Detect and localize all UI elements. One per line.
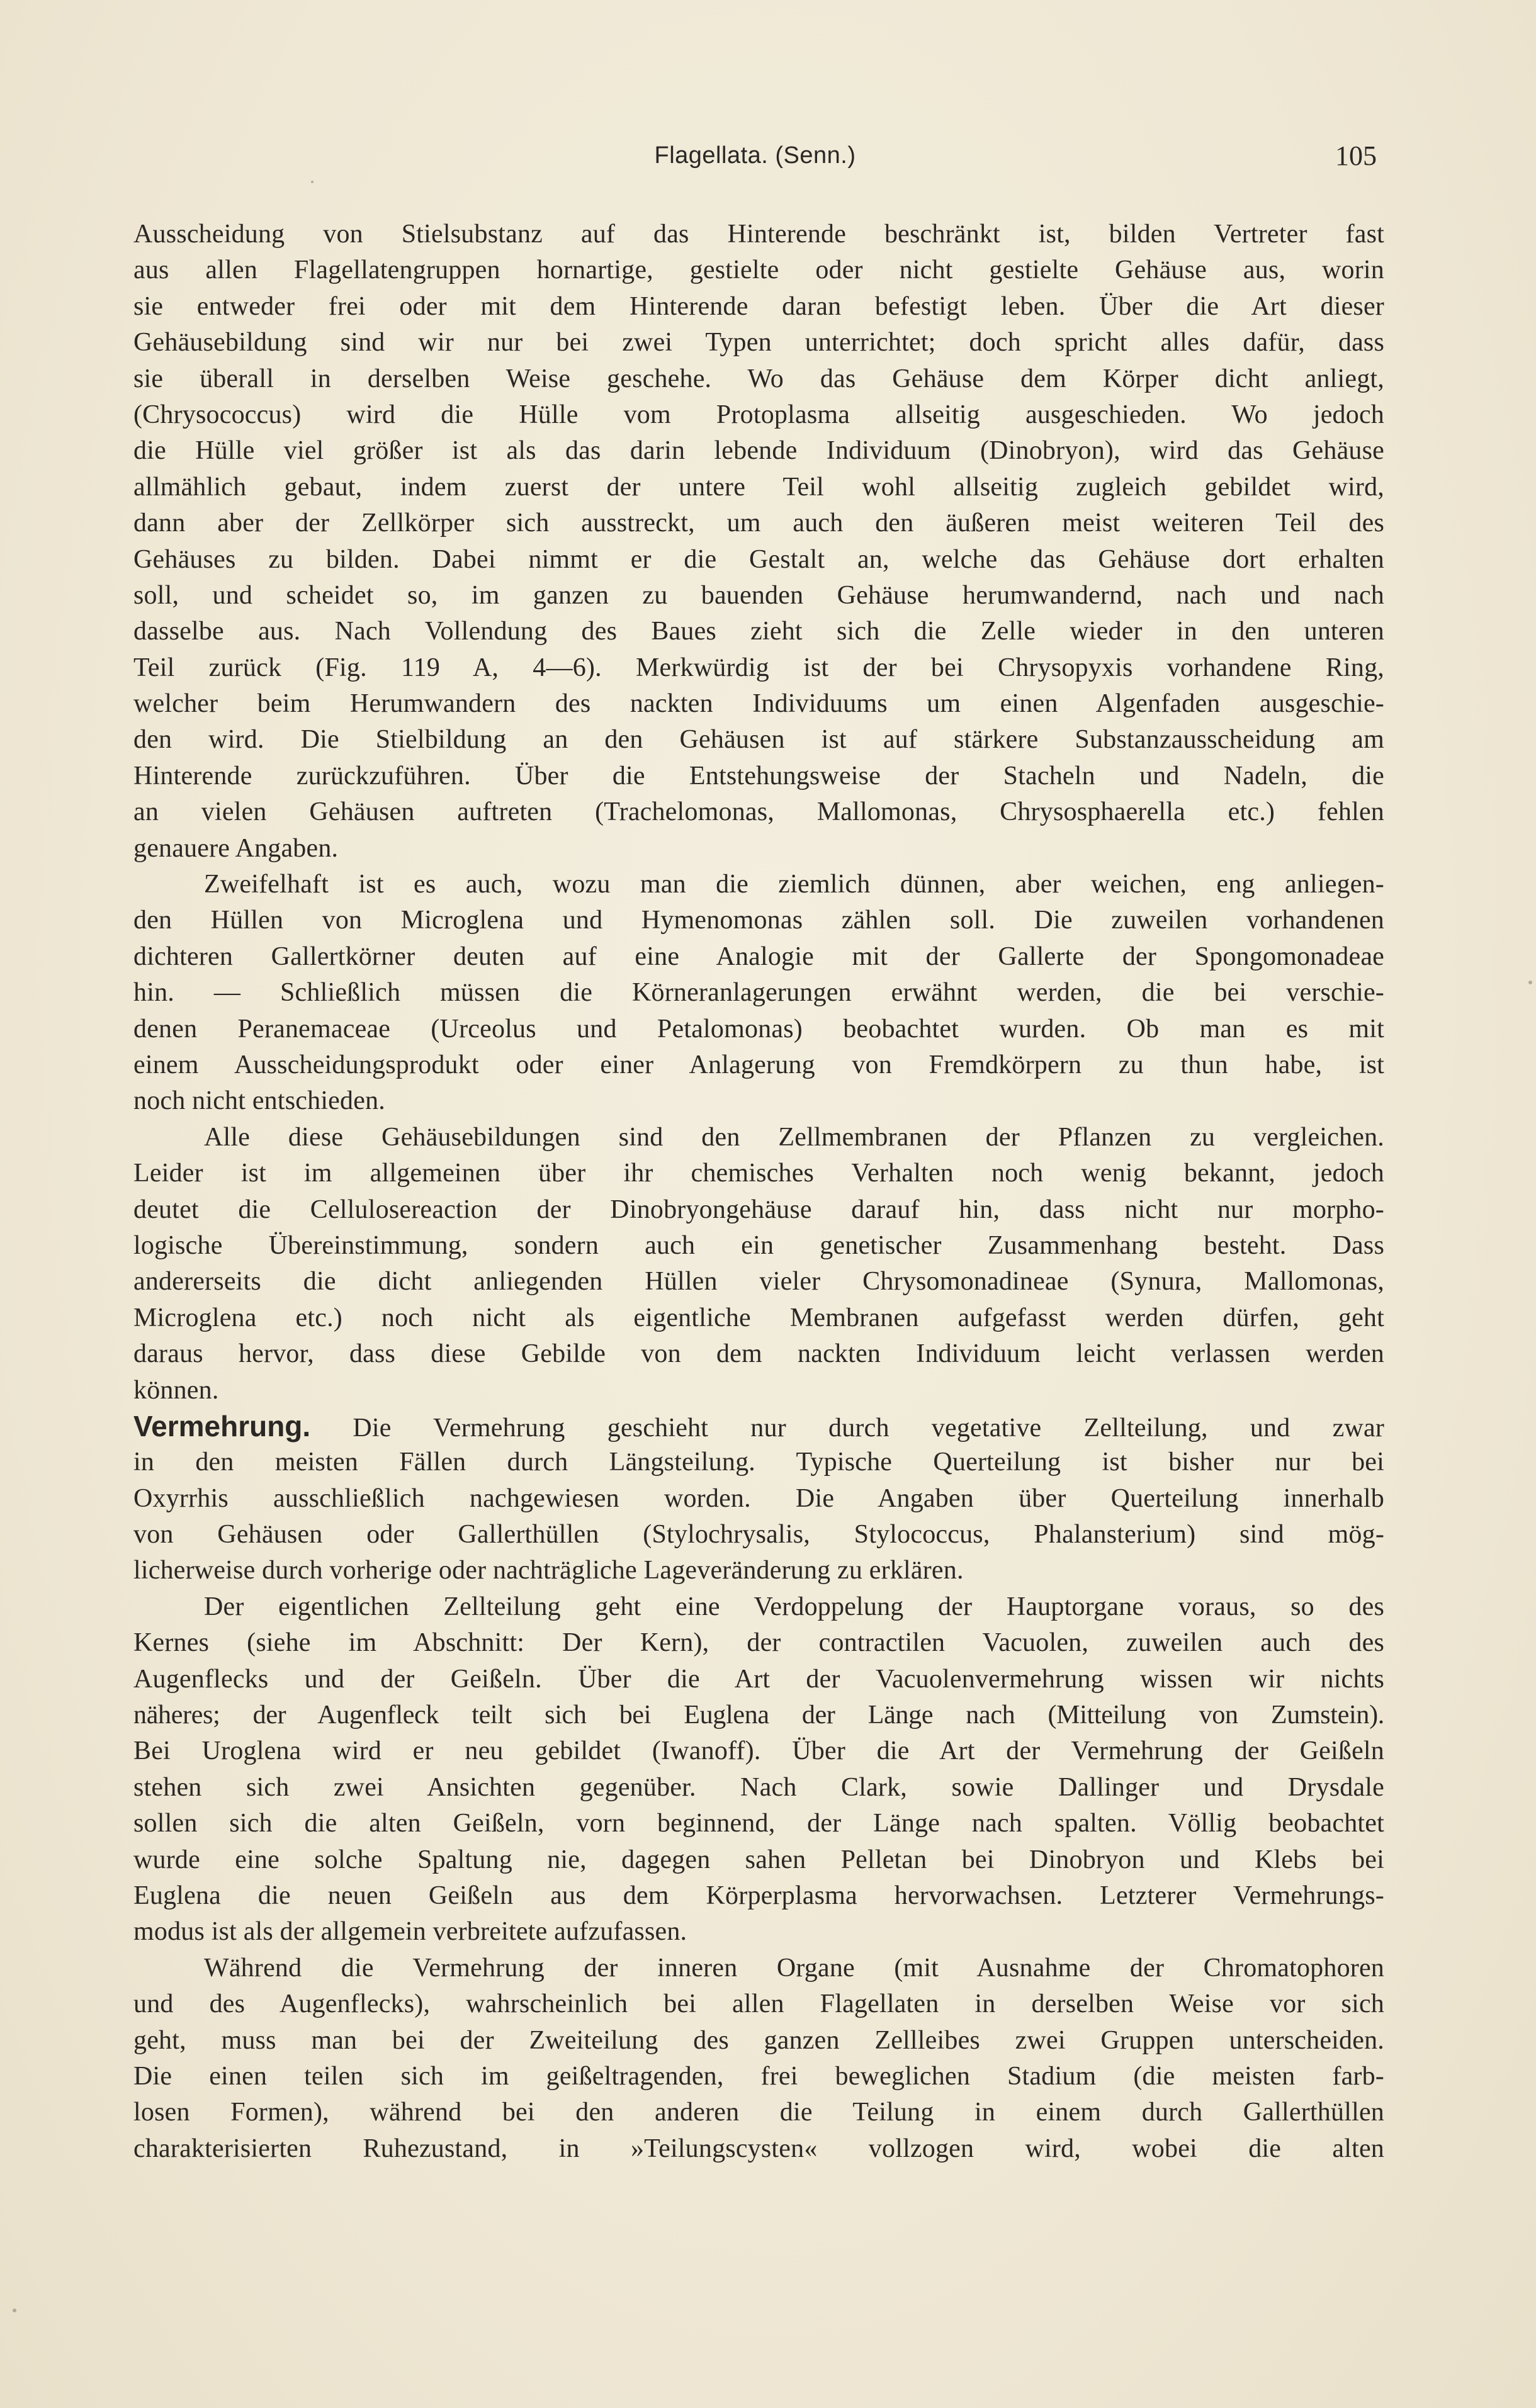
text-line: (Chrysococcus) wird die Hülle vom Protoplasma allseitig ausgeschieden. Wo jedoch	[133, 400, 1384, 429]
text-line: in den meisten Fällen durch Längsteilung. Typische Querteilung ist bisher nur bei	[133, 1448, 1384, 1477]
text-line: dann aber der Zellkörper sich ausstreckt, um auch den äußeren meist weiteren Teil des	[133, 509, 1384, 538]
paper-speck	[311, 181, 313, 183]
text-line: hin. — Schließlich müssen die Körneranlagerungen erwähnt werden, die bei verschie-	[133, 978, 1384, 1008]
text-line: Alle diese Gehäusebildungen sind den Zellmembranen der Pflanzen zu vergleichen.	[204, 1122, 1384, 1152]
text-line: dasselbe aus. Nach Vollendung des Baues zieht sich die Zelle wieder in den unteren	[133, 617, 1384, 646]
text-line: Die einen teilen sich im geißeltragenden, frei beweglichen Stadium (die meisten farb-	[133, 2061, 1384, 2091]
text-line: den wird. Die Stielbildung an den Gehäusen ist auf stärkere Substanzausscheidung am	[133, 725, 1384, 755]
text-line: denen Peranemaceae (Urceolus und Petalomonas) beobachtet wurden. Ob man es mit	[133, 1014, 1384, 1044]
running-head	[133, 137, 1377, 188]
text-line: an vielen Gehäusen auftreten (Trachelomonas, Mallomonas, Chrysosphaerella etc.) fehlen	[133, 797, 1384, 827]
paper-speck	[13, 2309, 16, 2312]
text-line	[133, 1409, 1384, 1444]
text-line: einem Ausscheidungsprodukt oder einer Anlagerung von Fremdkörpern zu thun habe, ist	[133, 1050, 1384, 1079]
text-line: charakterisierten Ruhezustand, in »Teilungscysten« vollzogen wird, wobei die alten	[133, 2134, 1384, 2163]
text-line: Oxyrrhis ausschließlich nachgewiesen worden. Die Angaben über Querteilung innerhalb	[133, 1483, 1384, 1513]
section-heading: Vermehrung.	[133, 1409, 311, 1443]
text-line: modus ist als der allgemein verbreitete aufzufassen.	[133, 1917, 687, 1947]
text-line: dichteren Gallertkörner deuten auf eine Analogie mit der Gallerte der Spongomonadeae	[133, 942, 1384, 971]
text-line: Zweifelhaft ist es auch, wozu man die ziemlich dünnen, aber weichen, eng anliegen-	[204, 870, 1384, 899]
text-line: sollen sich die alten Geißeln, vorn beginnend, der Länge nach spalten. Völlig beobachtet	[133, 1809, 1384, 1838]
text-line-body: Die Vermehrung geschieht nur durch vegetative Zellteilung, und zwar	[353, 1413, 1385, 1443]
text-line: logische Übereinstimmung, sondern auch ein genetischer Zusammenhang besteht. Dass	[133, 1230, 1384, 1260]
text-line: Hinterende zurückzuführen. Über die Entstehungsweise der Stacheln und Nadeln, die	[133, 761, 1384, 790]
text-line: noch nicht entschieden.	[133, 1086, 385, 1116]
text-line: Der eigentlichen Zellteilung geht eine Verdoppelung der Hauptorgane voraus, so des	[204, 1592, 1384, 1621]
text-line: allmählich gebaut, indem zuerst der untere Teil wohl allseitig zugleich gebildet wird,	[133, 472, 1384, 502]
text-line: soll, und scheidet so, im ganzen zu bauenden Gehäuse herumwandernd, nach und nach	[133, 580, 1384, 610]
text-line: den Hüllen von Microglena und Hymenomonas zählen soll. Die zuweilen vorhandenen	[133, 906, 1384, 935]
text-line: welcher beim Herumwandern des nackten Individuums um einen Algenfaden ausgeschie-	[133, 689, 1384, 719]
text-line: Während die Vermehrung der inneren Organe (mit Ausnahme der Chromatophoren	[204, 1953, 1384, 1983]
running-title: Flagellata. (Senn.)	[654, 142, 856, 169]
text-line: geht, muss man bei der Zweiteilung des ganzen Zellleibes zwei Gruppen unterscheiden.	[133, 2025, 1384, 2055]
text-line: daraus hervor, dass diese Gebilde von dem nackten Individuum leicht verlassen werden	[133, 1339, 1384, 1369]
text-line: Bei Uroglena wird er neu gebildet (Iwanoff). Über die Art der Vermehrung der Geißeln	[133, 1736, 1384, 1766]
text-line: die Hülle viel größer ist als das darin lebende Individuum (Dinobryon), wird das Gehäuse	[133, 436, 1384, 466]
text-line: andererseits die dicht anliegenden Hüllen vieler Chrysomonadineae (Synura, Mallomonas,	[133, 1267, 1384, 1297]
text-line: von Gehäusen oder Gallerthüllen (Stylochrysalis, Stylococcus, Phalansterium) sind mög-	[133, 1520, 1384, 1550]
body-text	[133, 217, 1384, 2167]
text-line: sie entweder frei oder mit dem Hinterende daran befestigt leben. Über die Art dieser	[133, 291, 1384, 321]
text-line: Augenflecks und der Geißeln. Über die Art der Vacuolenvermehrung wissen wir nichts	[133, 1664, 1384, 1694]
page-number: 105	[1335, 140, 1377, 171]
text-line: licherweise durch vorherige oder nachträgliche Lageveränderung zu erklären.	[133, 1556, 964, 1585]
text-line: Leider ist im allgemeinen über ihr chemisches Verhalten noch wenig bekannt, jedoch	[133, 1159, 1384, 1188]
text-line: stehen sich zwei Ansichten gegenüber. Nach Clark, sowie Dallinger und Drysdale	[133, 1772, 1384, 1802]
text-line: sie überall in derselben Weise geschehe. Wo das Gehäuse dem Körper dicht anliegt,	[133, 364, 1384, 393]
text-line: Gehäuses zu bilden. Dabei nimmt er die Gestalt an, welche das Gehäuse dort erhalten	[133, 544, 1384, 574]
text-line: Kernes (siehe im Abschnitt: Der Kern), der contractilen Vacuolen, zuweilen auch des	[133, 1628, 1384, 1658]
text-line: Gehäusebildung sind wir nur bei zwei Typen unterrichtet; doch spricht alles dafür, dass	[133, 328, 1384, 357]
text-line: und des Augenflecks), wahrscheinlich bei allen Flagellaten in derselben Weise vor sich	[133, 1989, 1384, 2019]
text-line: Microglena etc.) noch nicht als eigentliche Membranen aufgefasst werden dürfen, geht	[133, 1303, 1384, 1332]
text-line: deutet die Cellulosereaction der Dinobryongehäuse darauf hin, dass nicht nur morpho-	[133, 1195, 1384, 1224]
text-line: aus allen Flagellatengruppen hornartige, gestielte oder nicht gestielte Gehäuse aus, worin	[133, 256, 1384, 285]
text-line: können.	[133, 1375, 219, 1405]
text-line: Euglena die neuen Geißeln aus dem Körperplasma hervorwachsen. Letzterer Vermehrungs-	[133, 1881, 1384, 1910]
text-line: wurde eine solche Spaltung nie, dagegen sahen Pelletan bei Dinobryon und Klebs bei	[133, 1845, 1384, 1874]
text-line: Teil zurück (Fig. 119 A, 4—6). Merkwürdig ist der bei Chrysopyxis vorhandene Ring,	[133, 653, 1384, 682]
text-line: Ausscheidung von Stielsubstanz auf das Hinterende beschränkt ist, bilden Vertreter fast	[133, 220, 1384, 249]
paper-speck	[1528, 981, 1532, 984]
text-line: genauere Angaben.	[133, 833, 339, 863]
text-line: näheres; der Augenfleck teilt sich bei Euglena der Länge nach (Mitteilung von Zumstein).	[133, 1701, 1384, 1730]
text-line: losen Formen), während bei den anderen die Teilung in einem durch Gallerthüllen	[133, 2098, 1384, 2127]
